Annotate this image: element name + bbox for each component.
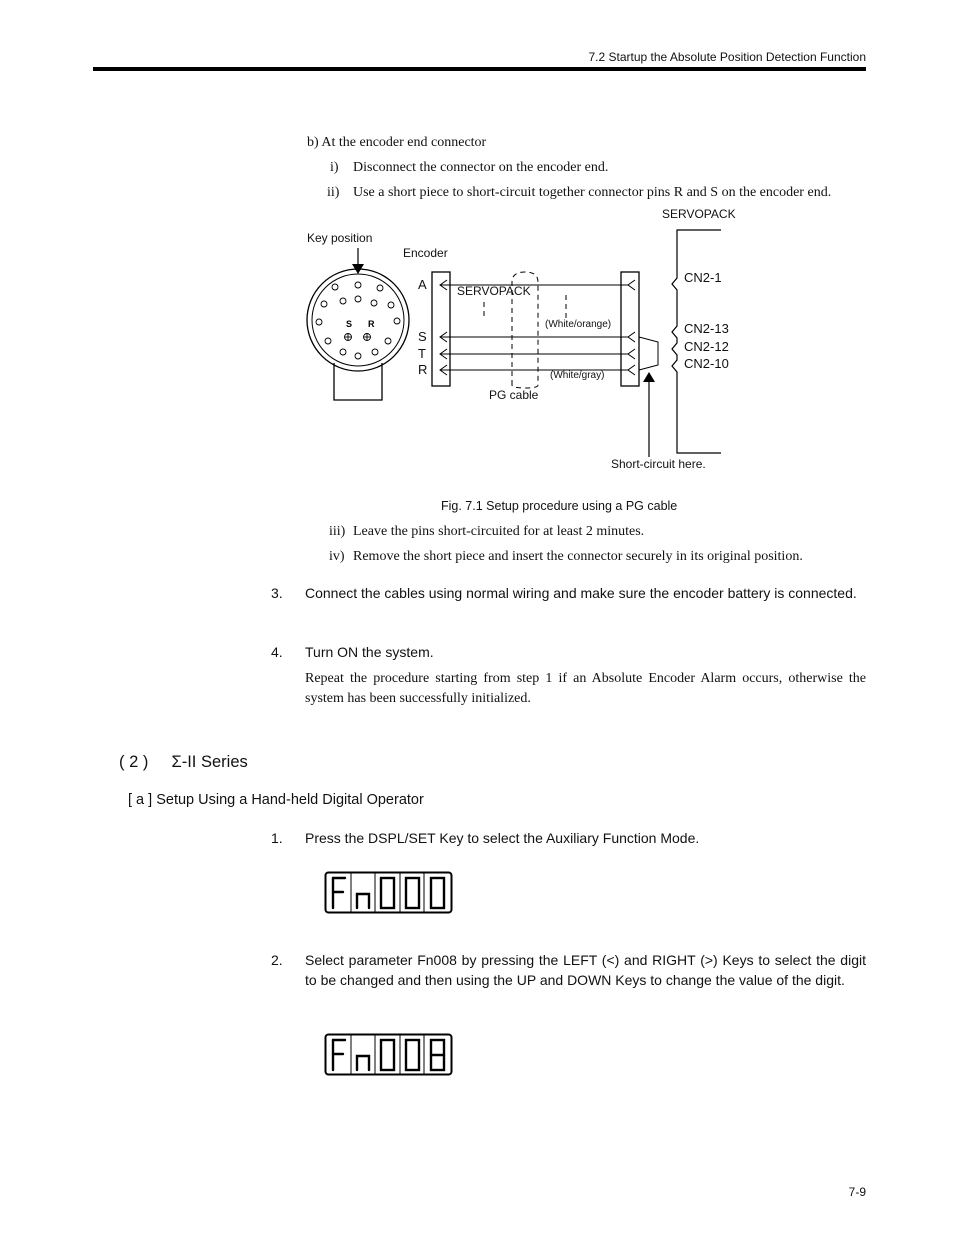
servopack-inner-label: SERVOPACK	[457, 284, 531, 298]
running-header: 7.2 Startup the Absolute Position Detection Function	[588, 50, 866, 64]
step-3-text: Connect the cables using normal wiring and make sure the encoder battery is connected.	[305, 585, 857, 601]
item-iii-marker: iii)	[329, 524, 346, 539]
section-number: ( 2 )	[119, 753, 149, 771]
cn2-12-label: CN2-12	[684, 339, 729, 354]
cn2-1-label: CN2-1	[684, 270, 722, 285]
pin-s-label: S	[418, 329, 427, 344]
figure-caption: Fig. 7.1 Setup procedure using a PG cable	[441, 499, 678, 513]
section-heading	[119, 753, 248, 772]
operator-step-1-number: 1.	[271, 830, 283, 846]
item-iii-text: Leave the pins short-circuited for at least 2 minutes.	[353, 524, 645, 539]
subsection-heading: [ a ] Setup Using a Hand-held Digital Operator	[128, 792, 424, 808]
step-b-label: b) At the encoder end connector	[307, 135, 487, 150]
item-ii-text: Use a short piece to short-circuit together connector pins R and S on the encoder end.	[353, 185, 832, 200]
operator-display-fn000	[324, 871, 454, 915]
operator-display-fn008	[324, 1033, 454, 1077]
step-3-number: 3.	[271, 585, 283, 601]
header-rule	[93, 67, 866, 71]
cn2-10-label: CN2-10	[684, 356, 729, 371]
key-position-label: Key position	[307, 231, 373, 245]
item-iv-text: Remove the short piece and insert the connector securely in its original position.	[353, 549, 803, 564]
cn2-13-label: CN2-13	[684, 321, 729, 336]
pin-r-label: R	[418, 362, 428, 377]
item-iv-marker: iv)	[329, 549, 345, 564]
repeat-paragraph: Repeat the procedure starting from step 1 if an Absolute Encoder Alarm occurs, otherwise the system has been successfully initialized.	[305, 671, 866, 706]
item-ii-marker: ii)	[327, 185, 340, 200]
item-i-marker: i)	[330, 160, 339, 175]
servopack-top-label: SERVOPACK	[662, 207, 736, 221]
operator-step-2-number: 2.	[271, 952, 283, 968]
pin-a-label: A	[418, 277, 427, 292]
white-orange-label: (White/orange)	[545, 319, 612, 330]
step-4-text: Turn ON the system.	[305, 644, 434, 660]
circle-s-label: S	[346, 319, 353, 329]
circle-r-label: R	[368, 319, 375, 329]
pg-cable-label: PG cable	[489, 388, 539, 402]
page-number: 7-9	[848, 1185, 866, 1199]
operator-step-1-text: Press the DSPL/SET Key to select the Auxiliary Function Mode.	[305, 830, 700, 846]
white-gray-label: (White/gray)	[550, 370, 605, 381]
item-i-text: Disconnect the connector on the encoder end.	[353, 160, 609, 175]
section-title: Σ-II Series	[171, 753, 248, 771]
encoder-label: Encoder	[403, 246, 448, 260]
step-4-number: 4.	[271, 644, 283, 660]
operator-step-2-text: Select parameter Fn008 by pressing the LEFT (<) and RIGHT (>) Keys to select the digit to be changed and then using the UP and DOWN Keys to change the value of the digit.	[305, 952, 866, 988]
pg-cable-wiring-diagram	[290, 200, 760, 485]
short-circuit-label: Short-circuit here.	[611, 457, 706, 471]
pin-t-label: T	[418, 346, 426, 361]
